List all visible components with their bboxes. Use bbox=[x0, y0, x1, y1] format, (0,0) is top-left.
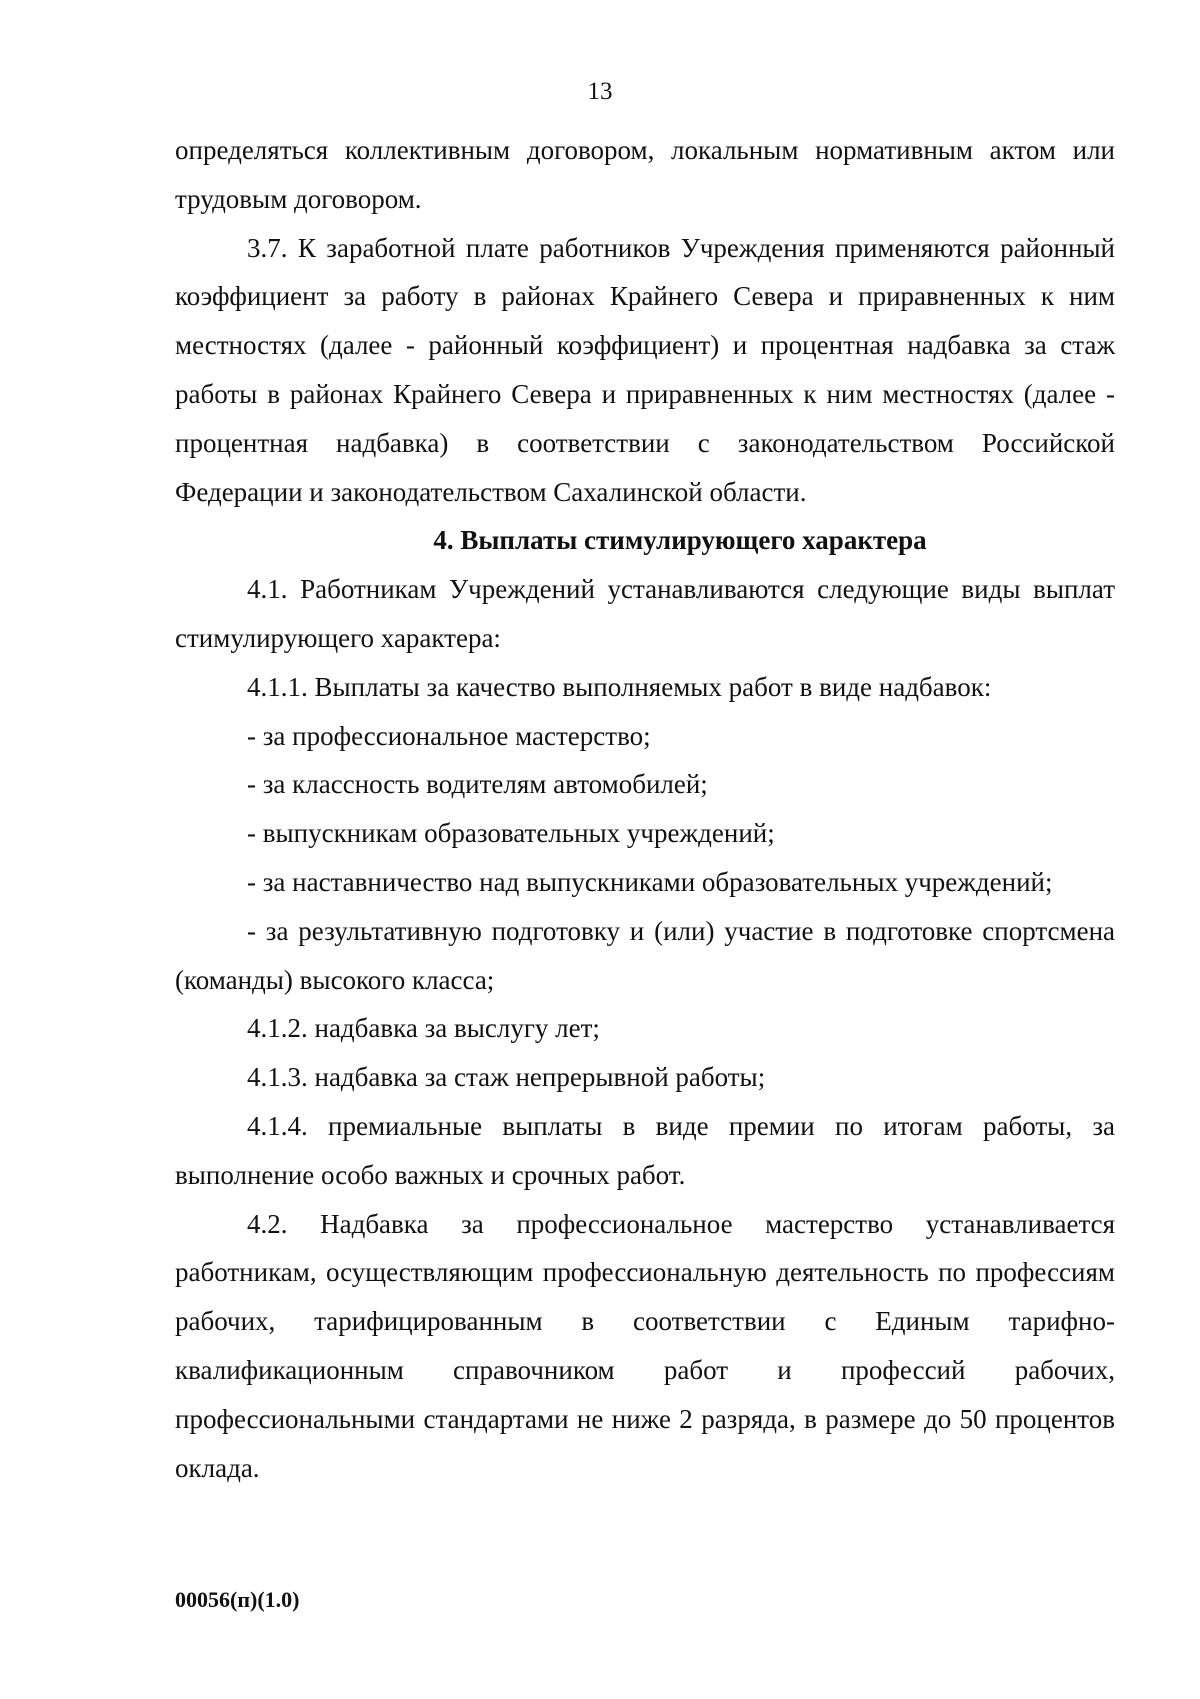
paragraph-4-1-3: 4.1.3. надбавка за стаж непрерывной работы; bbox=[247, 1062, 766, 1093]
document-code: 00056(п)(1.0) bbox=[175, 1587, 300, 1612]
section-heading: 4. Выплаты стимулирующего характера bbox=[433, 525, 927, 556]
list-item-mentoring: - за наставничество над выпускниками образовательных учреждений; bbox=[247, 866, 1053, 897]
paragraph-4-1: 4.1. Работникам Учреждений устанавливаются следующие виды выплат стимулирующего характера: bbox=[175, 574, 1115, 653]
list-item-graduates: - выпускникам образовательных учреждений; bbox=[247, 818, 775, 849]
paragraph-4-1-4: 4.1.4. премиальные выплаты в виде премии по итогам работы, за выполнение особо важных и срочных работ. bbox=[175, 1110, 1115, 1190]
list-item-sports-training: - за результативную подготовку и (или) участие в подготовке спортсмена (команды) высокого класса; bbox=[175, 915, 1115, 995]
page-number: 13 bbox=[587, 78, 613, 105]
paragraph-4-1-1: 4.1.1. Выплаты за качество выполняемых работ в виде надбавок: bbox=[247, 671, 992, 702]
paragraph-continuation: определяться коллективным договором, локальным нормативным актом или трудовым договором. bbox=[175, 135, 1115, 214]
paragraph-4-1-2: 4.1.2. надбавка за выслугу лет; bbox=[247, 1013, 600, 1044]
document-body bbox=[175, 126, 1115, 1492]
list-item-drivers-class: - за классность водителям автомобилей; bbox=[247, 769, 708, 800]
list-item-prof-mastery: - за профессиональное мастерство; bbox=[247, 720, 651, 751]
paragraph-3-7: 3.7. К заработной плате работников Учреждения применяются районный коэффициент за работу в районах Крайнего Севера и приравненных к ним местностях (далее - районный коэффициент) и процентная надбавка за стаж работы в районах Крайнего Севера и приравненных к ним местностях (далее - процентная надбавка) в соответствии с законодательством Российской Федерации и законодательством Сахалинской области. bbox=[175, 232, 1115, 507]
paragraph-4-2: 4.2. Надбавка за профессиональное мастерство устанавливается работникам, осуществляющим профессиональную деятельность по профессиям рабочих, тарифицированным в соответствии с Единым тарифно-квалификационным справочником работ и профессий рабочих, профессиональными стандартами не ниже 2 разряда, в размере до 50 процентов оклада. bbox=[175, 1208, 1115, 1483]
